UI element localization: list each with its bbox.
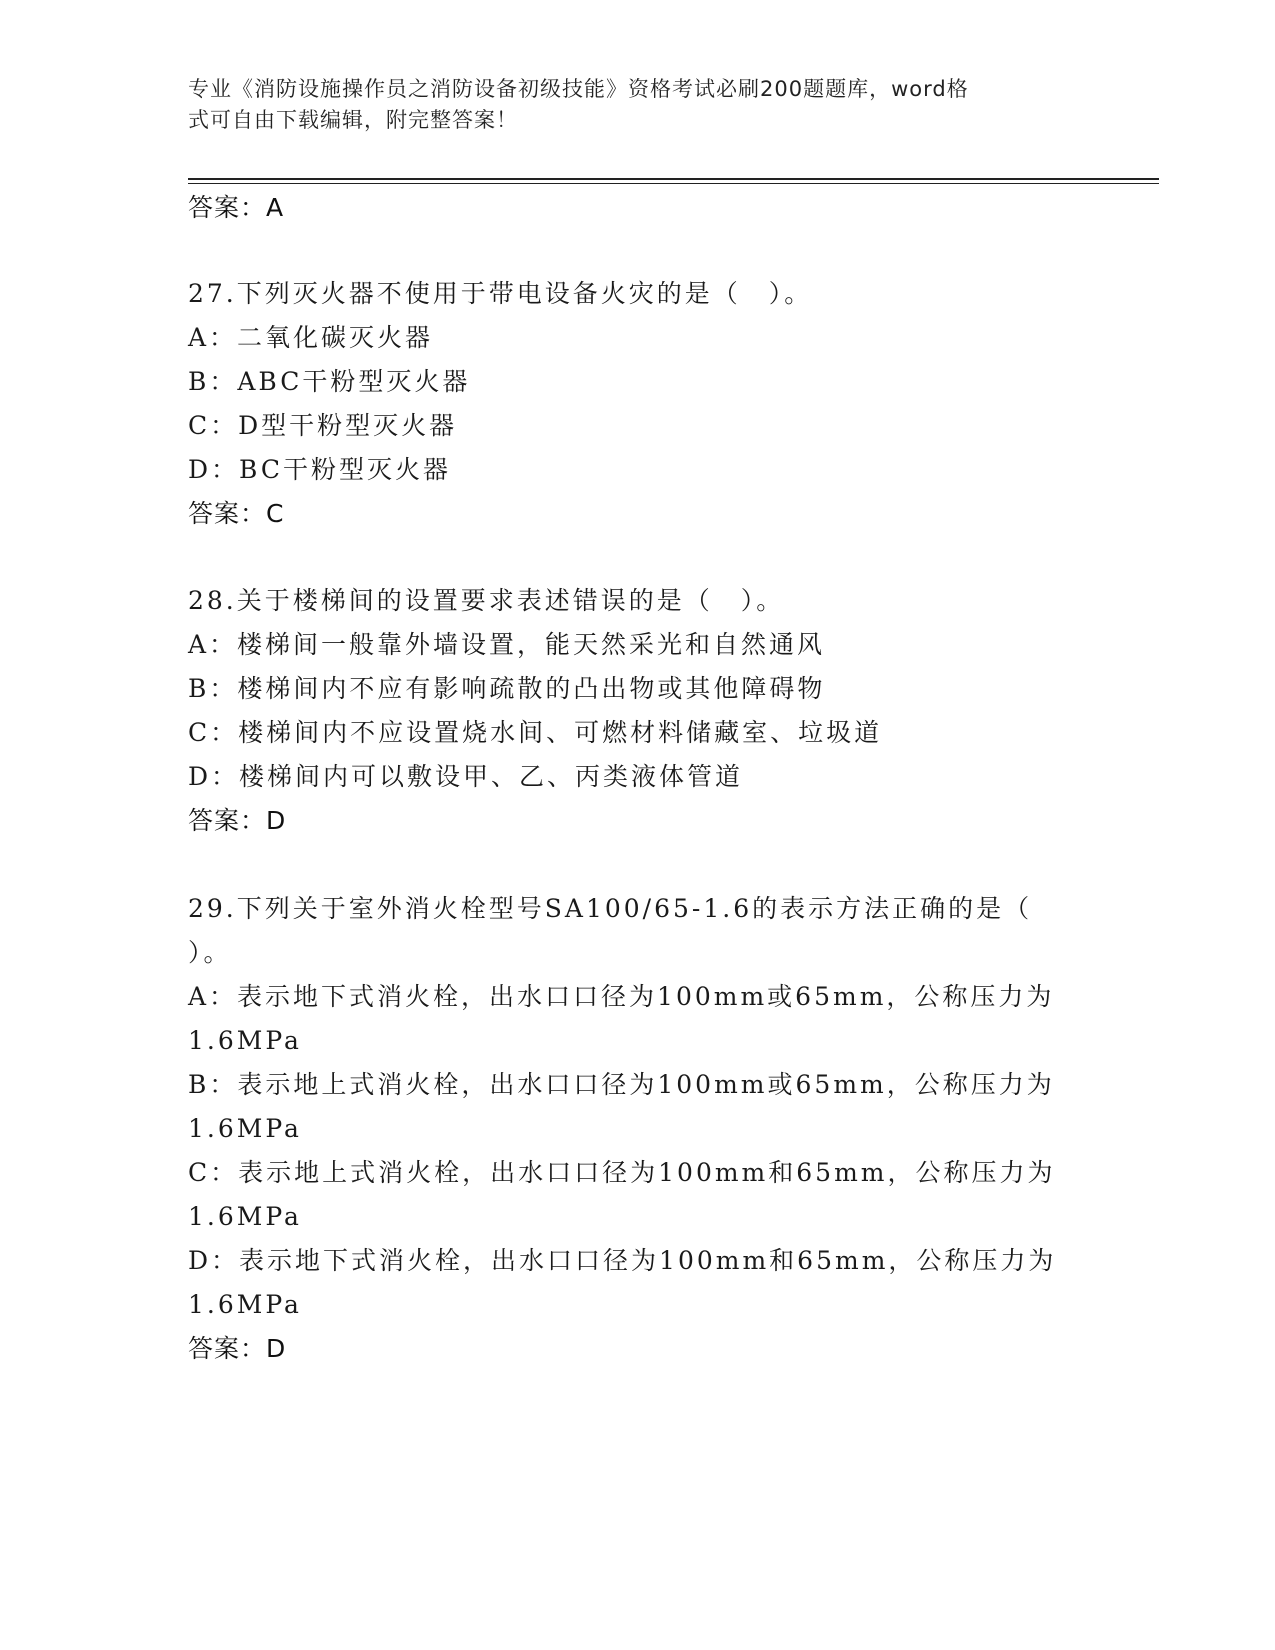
header-line-1: 专业《消防设施操作员之消防设备初级技能》资格考试必刷200题题库，word格 [188,77,969,101]
question-27-option-c: C：D型干粉型灭火器 [188,411,458,440]
question-29-option-c-line-2: 1.6MPa [188,1202,302,1231]
question-28-text: 28.关于楼梯间的设置要求表述错误的是（ ）。 [188,586,785,615]
answer-q28: 答案：D [188,806,287,835]
question-28-option-d: D：楼梯间内可以敷设甲、乙、丙类液体管道 [188,762,744,791]
question-27-option-d: D：BC干粉型灭火器 [188,455,452,484]
question-27-text: 27.下列灭火器不使用于带电设备火灾的是（ ）。 [188,279,813,308]
header-divider-thick [188,178,1159,180]
question-28-option-c: C：楼梯间内不应设置烧水间、可燃材料储藏室、垃圾道 [188,718,883,747]
question-28-option-b: B：楼梯间内不应有影响疏散的凸出物或其他障碍物 [188,674,826,703]
question-28-option-a: A：楼梯间一般靠外墙设置，能天然采光和自然通风 [188,630,826,659]
question-29-option-c-line-1: C：表示地上式消火栓，出水口口径为100mm和65mm，公称压力为 [188,1158,1056,1187]
question-29-option-d-line-2: 1.6MPa [188,1290,302,1319]
page-header [188,74,1088,136]
question-29-option-b-line-2: 1.6MPa [188,1114,302,1143]
answer-q26: 答案：A [188,193,285,222]
header-divider-thin [188,183,1159,184]
question-29-option-a-line-2: 1.6MPa [188,1026,302,1055]
question-29-option-d-line-1: D：表示地下式消火栓，出水口口径为100mm和65mm，公称压力为 [188,1246,1057,1275]
answer-q27: 答案：C [188,499,285,528]
header-line-2: 式可自由下载编辑，附完整答案！ [188,108,518,132]
question-29-option-b-line-1: B：表示地上式消火栓，出水口口径为100mm或65mm，公称压力为 [188,1070,1055,1099]
answer-q29: 答案：D [188,1334,287,1363]
question-27-option-b: B：ABC干粉型灭火器 [188,367,471,396]
question-29-option-a-line-1: A：表示地下式消火栓，出水口口径为100mm或65mm，公称压力为 [188,982,1055,1011]
question-29-text-line-2: ）。 [188,938,232,967]
question-29-text-line-1: 29.下列关于室外消火栓型号SA100/65-1.6的表示方法正确的是（ [188,894,1033,923]
question-27-option-a: A：二氧化碳灭火器 [188,323,434,352]
